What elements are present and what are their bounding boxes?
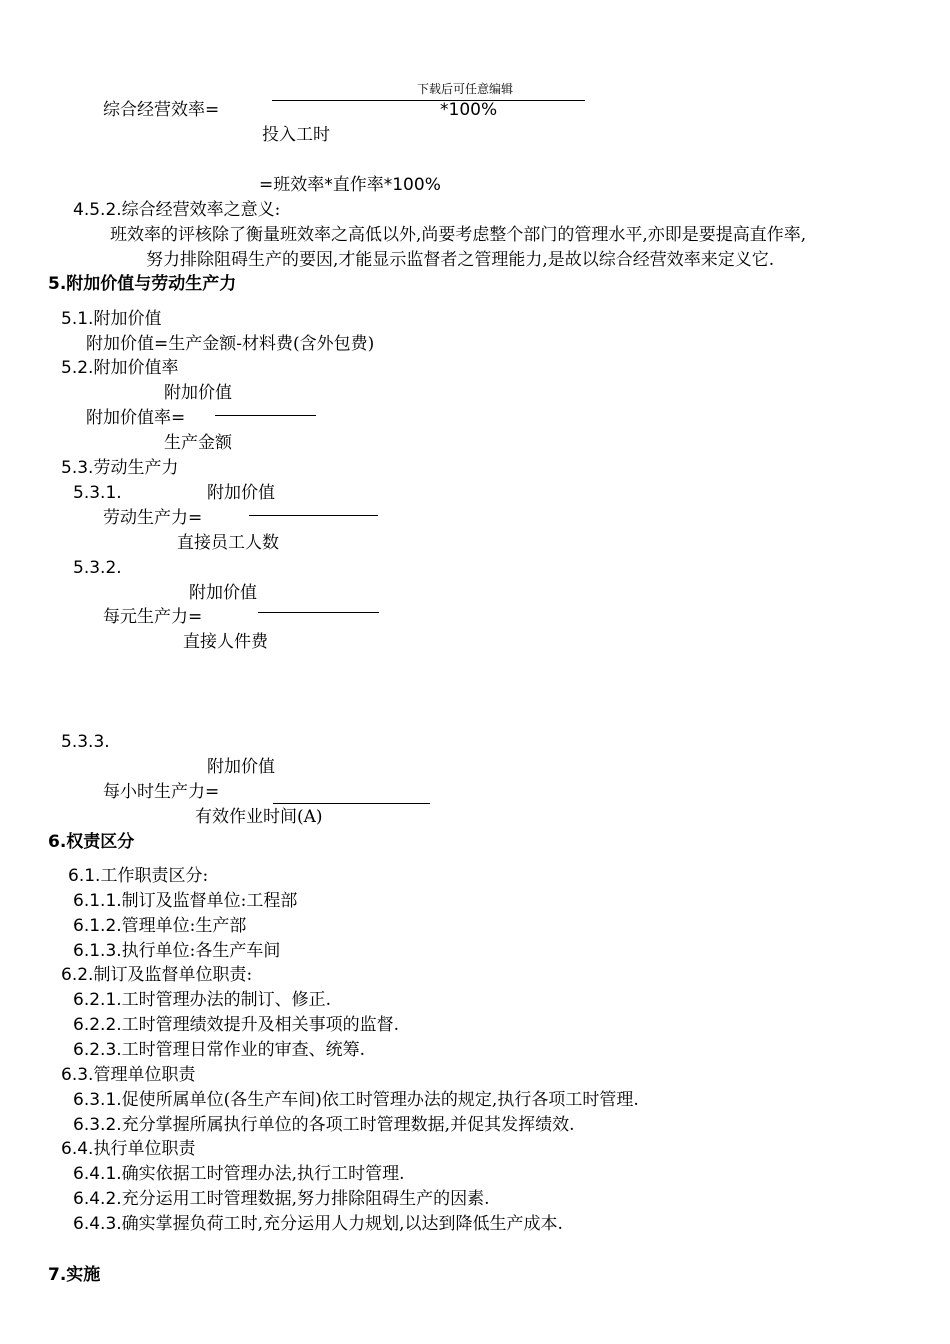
section-5-3-2-num: 5.3.2. bbox=[73, 558, 122, 578]
fraction-line bbox=[273, 803, 430, 804]
fraction-line bbox=[215, 415, 316, 416]
fraction-denominator: 有效作业时间(A) bbox=[195, 807, 323, 827]
fraction-line bbox=[249, 515, 378, 516]
fraction-numerator: 附加价值 bbox=[164, 383, 232, 403]
section-5-3-title: 5.3.劳动生产力 bbox=[61, 458, 179, 478]
list-item: 6.2.3.工时管理日常作业的审查、统筹. bbox=[73, 1040, 366, 1060]
fraction-line bbox=[272, 100, 585, 101]
fraction-label: 每小时生产力= bbox=[103, 782, 220, 802]
section-5-1-title: 5.1.附加价值 bbox=[61, 309, 162, 329]
fraction-denominator: 生产金额 bbox=[164, 433, 232, 453]
section-4-5-2-title: 4.5.2.综合经营效率之意义: bbox=[73, 200, 281, 220]
section-6-heading: 6.权责区分 bbox=[48, 832, 135, 852]
list-item: 6.4.执行单位职责 bbox=[61, 1139, 196, 1159]
list-item: 6.1.工作职责区分: bbox=[68, 866, 209, 886]
fraction-denominator: 直接人件费 bbox=[183, 632, 268, 652]
watermark-text: 下载后可任意编辑 bbox=[417, 82, 514, 96]
section-5-3-3-num: 5.3.3. bbox=[61, 732, 110, 752]
list-item: 6.2.1.工时管理办法的制订、修正. bbox=[73, 990, 332, 1010]
list-item: 6.2.2.工时管理绩效提升及相关事项的监督. bbox=[73, 1015, 400, 1035]
list-item: 6.1.2.管理单位:生产部 bbox=[73, 916, 247, 936]
list-item: 6.3.1.促使所属单位(各生产车间)依工时管理办法的规定,执行各项工时管理. bbox=[73, 1090, 639, 1110]
fraction-line bbox=[258, 612, 379, 613]
list-item: 6.1.1.制订及监督单位:工程部 bbox=[73, 891, 298, 911]
list-item: 6.1.3.执行单位:各生产车间 bbox=[73, 941, 281, 961]
fraction-label: 每元生产力= bbox=[103, 607, 203, 627]
fraction-denominator: 直接员工人数 bbox=[177, 533, 279, 553]
fraction-label: 劳动生产力= bbox=[103, 508, 203, 528]
formula-label: 综合经营效率= bbox=[103, 100, 220, 120]
paragraph-line: 努力排除阻碍生产的要因,才能显示监督者之管理能力,是故以综合经营效率来定义它. bbox=[146, 250, 775, 270]
section-5-1-formula: 附加价值=生产金额-材料费(含外包费) bbox=[86, 334, 375, 354]
list-item: 6.4.2.充分运用工时管理数据,努力排除阻碍生产的因素. bbox=[73, 1189, 490, 1209]
list-item: 6.4.1.确实依据工时管理办法,执行工时管理. bbox=[73, 1164, 405, 1184]
section-5-2-title: 5.2.附加价值率 bbox=[61, 358, 179, 378]
fraction-label: 附加价值率= bbox=[86, 408, 186, 428]
paragraph-line: 班效率的评核除了衡量班效率之高低以外,尚要考虑整个部门的管理水平,亦即是要提高直作率, bbox=[110, 225, 807, 245]
section-5-3-1-num: 5.3.1. bbox=[73, 483, 122, 503]
formula-numerator-suffix: *100% bbox=[440, 100, 498, 120]
list-item: 6.4.3.确实掌握负荷工时,充分运用人力规划,以达到降低生产成本. bbox=[73, 1214, 563, 1234]
formula-denominator: 投入工时 bbox=[262, 125, 330, 145]
formula-equals: =班效率*直作率*100% bbox=[259, 175, 441, 195]
list-item: 6.2.制订及监督单位职责: bbox=[61, 965, 253, 985]
list-item: 6.3.2.充分掌握所属执行单位的各项工时管理数据,并促其发挥绩效. bbox=[73, 1115, 575, 1135]
fraction-numerator: 附加价值 bbox=[207, 483, 275, 503]
fraction-numerator: 附加价值 bbox=[207, 757, 275, 777]
section-7-heading: 7.实施 bbox=[48, 1265, 101, 1285]
fraction-numerator: 附加价值 bbox=[189, 583, 257, 603]
list-item: 6.3.管理单位职责 bbox=[61, 1065, 196, 1085]
section-5-heading: 5.附加价值与劳动生产力 bbox=[48, 274, 237, 294]
